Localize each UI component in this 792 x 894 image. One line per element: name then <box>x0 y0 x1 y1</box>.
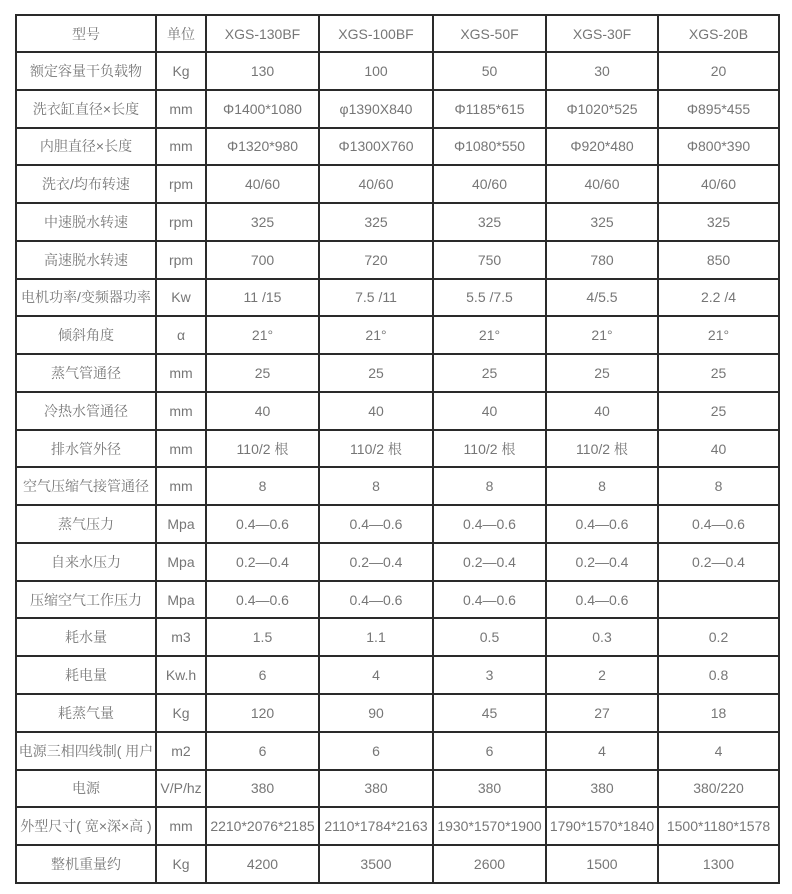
value-cell: 30 <box>546 52 658 90</box>
value-cell: Φ1320*980 <box>206 128 319 166</box>
unit-cell: mm <box>156 354 206 392</box>
table-row <box>16 656 779 694</box>
table-row <box>16 241 779 279</box>
row-label-cell: 蒸气压力 <box>16 505 156 543</box>
table-row <box>16 128 779 166</box>
value-cell: 130 <box>206 52 319 90</box>
unit-cell: m3 <box>156 618 206 656</box>
value-cell: Φ1020*525 <box>546 90 658 128</box>
row-label-cell: 高速脱水转速 <box>16 241 156 279</box>
value-cell: 110/2 根 <box>319 430 433 468</box>
value-cell: 0.3 <box>546 618 658 656</box>
value-cell: 21° <box>546 316 658 354</box>
value-cell: 40/60 <box>433 165 546 203</box>
table-header-cell: XGS-50F <box>433 15 546 52</box>
value-cell: 8 <box>433 467 546 505</box>
row-label-cell: 内胆直径×长度 <box>16 128 156 166</box>
value-cell: 3 <box>433 656 546 694</box>
unit-cell: Kg <box>156 694 206 732</box>
unit-cell: mm <box>156 90 206 128</box>
value-cell: 1790*1570*1840 <box>546 807 658 845</box>
row-label-cell: 额定容量干负载物 <box>16 52 156 90</box>
value-cell: 0.5 <box>433 618 546 656</box>
table-header-cell: 单位 <box>156 15 206 52</box>
spec-table-body <box>16 52 779 883</box>
row-label-cell: 压缩空气工作压力 <box>16 581 156 619</box>
value-cell: 40 <box>206 392 319 430</box>
value-cell: 325 <box>433 203 546 241</box>
value-cell: 0.4—0.6 <box>206 581 319 619</box>
value-cell: 40/60 <box>319 165 433 203</box>
value-cell: 325 <box>546 203 658 241</box>
value-cell: 0.2—0.4 <box>319 543 433 581</box>
value-cell: 1300 <box>658 845 779 883</box>
table-row <box>16 392 779 430</box>
value-cell: 110/2 根 <box>206 430 319 468</box>
value-cell: 1500 <box>546 845 658 883</box>
value-cell: 8 <box>546 467 658 505</box>
row-label-cell: 自来水压力 <box>16 543 156 581</box>
unit-cell: Kg <box>156 52 206 90</box>
table-row <box>16 279 779 317</box>
value-cell: 850 <box>658 241 779 279</box>
table-row <box>16 694 779 732</box>
unit-cell: mm <box>156 467 206 505</box>
value-cell: 40/60 <box>546 165 658 203</box>
unit-cell: mm <box>156 128 206 166</box>
value-cell: 780 <box>546 241 658 279</box>
table-row <box>16 90 779 128</box>
value-cell: 18 <box>658 694 779 732</box>
table-row <box>16 770 779 808</box>
value-cell: 1500*1180*1578 <box>658 807 779 845</box>
row-label-cell: 排水管外径 <box>16 430 156 468</box>
value-cell: 6 <box>433 732 546 770</box>
value-cell: 0.4—0.6 <box>658 505 779 543</box>
unit-cell: mm <box>156 430 206 468</box>
value-cell: Φ1300X760 <box>319 128 433 166</box>
value-cell: Φ920*480 <box>546 128 658 166</box>
value-cell: 2110*1784*2163 <box>319 807 433 845</box>
table-row <box>16 845 779 883</box>
row-label-cell: 蒸气管通径 <box>16 354 156 392</box>
row-label-cell: 倾斜角度 <box>16 316 156 354</box>
table-header-cell: XGS-20B <box>658 15 779 52</box>
unit-cell: Mpa <box>156 581 206 619</box>
value-cell <box>658 581 779 619</box>
value-cell: 7.5 /11 <box>319 279 433 317</box>
row-label-cell: 电机功率/变频器功率 <box>16 279 156 317</box>
row-label-cell: 外型尺寸( 宽×深×高 ) <box>16 807 156 845</box>
table-header-cell: XGS-100BF <box>319 15 433 52</box>
unit-cell: Kg <box>156 845 206 883</box>
value-cell: 21° <box>206 316 319 354</box>
value-cell: 0.2 <box>658 618 779 656</box>
table-row <box>16 165 779 203</box>
value-cell: 4 <box>658 732 779 770</box>
unit-cell: Kw <box>156 279 206 317</box>
value-cell: Φ1080*550 <box>433 128 546 166</box>
value-cell: 25 <box>206 354 319 392</box>
value-cell: 700 <box>206 241 319 279</box>
value-cell: Φ1400*1080 <box>206 90 319 128</box>
row-label-cell: 中速脱水转速 <box>16 203 156 241</box>
table-row <box>16 316 779 354</box>
value-cell: 0.4—0.6 <box>546 505 658 543</box>
value-cell: 45 <box>433 694 546 732</box>
value-cell: 8 <box>658 467 779 505</box>
row-label-cell: 洗衣缸直径×长度 <box>16 90 156 128</box>
value-cell: 0.4—0.6 <box>319 505 433 543</box>
row-label-cell: 整机重量约 <box>16 845 156 883</box>
value-cell: 0.4—0.6 <box>433 581 546 619</box>
row-label-cell: 冷热水管通径 <box>16 392 156 430</box>
value-cell: 1.5 <box>206 618 319 656</box>
value-cell: 50 <box>433 52 546 90</box>
value-cell: 0.4—0.6 <box>319 581 433 619</box>
value-cell: 325 <box>319 203 433 241</box>
value-cell: 40 <box>546 392 658 430</box>
value-cell: 40/60 <box>206 165 319 203</box>
unit-cell: Mpa <box>156 543 206 581</box>
unit-cell: α <box>156 316 206 354</box>
value-cell: 8 <box>319 467 433 505</box>
value-cell: 120 <box>206 694 319 732</box>
value-cell: 27 <box>546 694 658 732</box>
value-cell: 25 <box>658 392 779 430</box>
value-cell: 6 <box>206 732 319 770</box>
value-cell: 2210*2076*2185 <box>206 807 319 845</box>
value-cell: 0.2—0.4 <box>433 543 546 581</box>
table-header-cell: XGS-130BF <box>206 15 319 52</box>
row-label-cell: 耗蒸气量 <box>16 694 156 732</box>
table-row <box>16 203 779 241</box>
value-cell: 21° <box>319 316 433 354</box>
value-cell: 0.2—0.4 <box>658 543 779 581</box>
unit-cell: m2 <box>156 732 206 770</box>
value-cell: 1.1 <box>319 618 433 656</box>
value-cell: Φ895*455 <box>658 90 779 128</box>
table-row <box>16 354 779 392</box>
unit-cell: rpm <box>156 165 206 203</box>
value-cell: 0.2—0.4 <box>546 543 658 581</box>
value-cell: 20 <box>658 52 779 90</box>
value-cell: 21° <box>433 316 546 354</box>
value-cell: 0.4—0.6 <box>433 505 546 543</box>
value-cell: 25 <box>658 354 779 392</box>
value-cell: 380 <box>433 770 546 808</box>
value-cell: 40 <box>319 392 433 430</box>
value-cell: 720 <box>319 241 433 279</box>
value-cell: 6 <box>206 656 319 694</box>
value-cell: 0.2—0.4 <box>206 543 319 581</box>
value-cell: 4/5.5 <box>546 279 658 317</box>
row-label-cell: 电源 <box>16 770 156 808</box>
unit-cell: mm <box>156 807 206 845</box>
value-cell: 5.5 /7.5 <box>433 279 546 317</box>
value-cell: 4 <box>319 656 433 694</box>
value-cell: 110/2 根 <box>433 430 546 468</box>
value-cell: 2 <box>546 656 658 694</box>
value-cell: 0.8 <box>658 656 779 694</box>
table-row <box>16 618 779 656</box>
value-cell: 110/2 根 <box>546 430 658 468</box>
table-row <box>16 543 779 581</box>
value-cell: 4200 <box>206 845 319 883</box>
value-cell: 380 <box>546 770 658 808</box>
table-row <box>16 732 779 770</box>
value-cell: 25 <box>546 354 658 392</box>
value-cell: 6 <box>319 732 433 770</box>
table-row <box>16 807 779 845</box>
value-cell: 325 <box>658 203 779 241</box>
table-row <box>16 467 779 505</box>
value-cell: 11 /15 <box>206 279 319 317</box>
unit-cell: rpm <box>156 203 206 241</box>
unit-cell: V/P/hz <box>156 770 206 808</box>
value-cell: 25 <box>319 354 433 392</box>
unit-cell: Mpa <box>156 505 206 543</box>
row-label-cell: 耗水量 <box>16 618 156 656</box>
table-header-row <box>16 15 779 52</box>
table-row <box>16 52 779 90</box>
value-cell: 3500 <box>319 845 433 883</box>
table-row <box>16 581 779 619</box>
value-cell: 0.4—0.6 <box>206 505 319 543</box>
value-cell: 0.4—0.6 <box>546 581 658 619</box>
value-cell: 40 <box>658 430 779 468</box>
value-cell: Φ1185*615 <box>433 90 546 128</box>
spec-table-head <box>16 15 779 52</box>
value-cell: 25 <box>433 354 546 392</box>
unit-cell: Kw.h <box>156 656 206 694</box>
row-label-cell: 空气压缩气接管通径 <box>16 467 156 505</box>
value-cell: 40/60 <box>658 165 779 203</box>
table-header-cell: XGS-30F <box>546 15 658 52</box>
value-cell: 100 <box>319 52 433 90</box>
value-cell: 2.2 /4 <box>658 279 779 317</box>
unit-cell: mm <box>156 392 206 430</box>
value-cell: 90 <box>319 694 433 732</box>
value-cell: 380 <box>206 770 319 808</box>
value-cell: 2600 <box>433 845 546 883</box>
value-cell: Φ800*390 <box>658 128 779 166</box>
row-label-cell: 电源三相四线制( 用户 <box>16 732 156 770</box>
value-cell: 40 <box>433 392 546 430</box>
row-label-cell: 耗电量 <box>16 656 156 694</box>
value-cell: 750 <box>433 241 546 279</box>
spec-table <box>15 14 780 884</box>
value-cell: 8 <box>206 467 319 505</box>
row-label-cell: 洗衣/均布转速 <box>16 165 156 203</box>
table-header-cell: 型号 <box>16 15 156 52</box>
table-row <box>16 505 779 543</box>
value-cell: 4 <box>546 732 658 770</box>
value-cell: φ1390X840 <box>319 90 433 128</box>
value-cell: 1930*1570*1900 <box>433 807 546 845</box>
table-row <box>16 430 779 468</box>
value-cell: 380/220 <box>658 770 779 808</box>
value-cell: 380 <box>319 770 433 808</box>
value-cell: 325 <box>206 203 319 241</box>
unit-cell: rpm <box>156 241 206 279</box>
value-cell: 21° <box>658 316 779 354</box>
